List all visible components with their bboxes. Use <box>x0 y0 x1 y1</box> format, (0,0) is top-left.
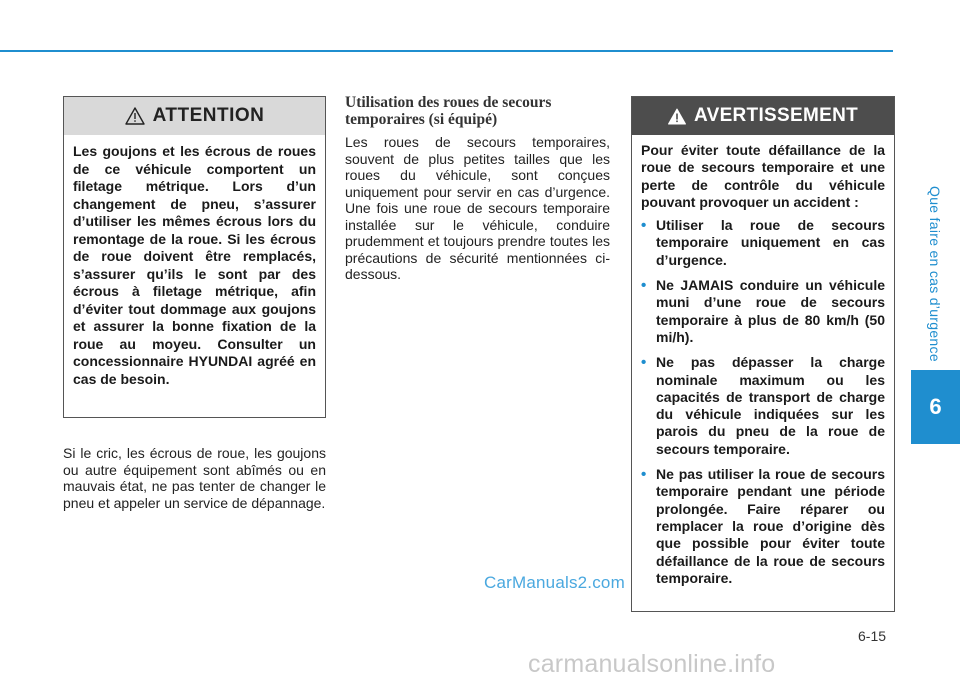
chapter-tab <box>911 370 960 444</box>
jack-damage-paragraph: Si le cric, les écrous de roue, les goujons ou autre équipement sont abîmés ou en mauvais état, ne pas tenter de changer le pneu et appeler un service de dépannage. <box>63 445 326 511</box>
warning-item <box>641 354 885 458</box>
page-number: 6-15 <box>858 628 887 644</box>
warning-title: AVERTISSEMENT <box>693 105 858 126</box>
warning-item-text: Ne pas utiliser la roue de secours temporaire pendant une période prolongée. Faire réparer ou remplacer la roue d’origine dès que possible pour éviter toute défaillance de la roue de secours temporaire. <box>656 466 885 586</box>
attention-title: ATTENTION <box>152 105 265 126</box>
section-side-title: Que faire en cas d’urgence <box>927 186 943 362</box>
warning-item <box>641 217 885 269</box>
bullet-icon: • <box>641 466 647 484</box>
attention-text: Les goujons et les écrous de roues de ce véhicule comportent un filetage métrique. Lors d’un changement de pneu, s’assurer d’utiliser les mêmes écrous lors du remontage de la roue. Si les écrous de roue doivent être remplacés, s’assurer qu’ils le sont par des écrous à filetage métrique, afin d’éviter tout dommage aux goujons et assurer la bonne fixation de la roue au moyeu. Consulter un concessionnaire HYUNDAI agréé en cas de besoin. <box>73 143 316 387</box>
watermark-link[interactable]: CarManuals2.com <box>484 573 625 592</box>
warning-triangle-icon <box>668 108 686 125</box>
attention-box <box>63 96 326 418</box>
bullet-icon: • <box>641 217 647 235</box>
warning-body <box>632 135 894 587</box>
footer-watermark: carmanualsonline.info <box>528 650 776 678</box>
section-heading-line1: Utilisation des roues de secours <box>345 94 552 111</box>
warning-item-text: Ne JAMAIS conduire un véhicule muni d’une roue de secours temporaire à plus de 80 km/h (50 mi/h). <box>656 277 885 345</box>
chapter-number: 6 <box>929 394 942 419</box>
warning-box <box>631 96 895 612</box>
warning-item <box>641 277 885 346</box>
bullet-icon: • <box>641 354 647 372</box>
warning-item-text: Ne pas dépasser la charge nominale maximum ou les capacités de transport de charge du véhicule indiquées sur les parois du pneu de la roue de secours temporaire. <box>656 354 885 457</box>
section-heading <box>345 94 610 128</box>
warning-intro: Pour éviter toute défaillance de la roue de secours temporaire et une perte de contrôle du véhicule pouvant provoquer un accident : <box>641 142 885 210</box>
bullet-icon: • <box>641 277 647 295</box>
header-rule <box>0 50 893 52</box>
section-text: Les roues de secours temporaires, souvent de plus petites tailles que les roues du véhicule, sont conçues uniquement pour servir en cas d’urgence. Une fois une roue de secours temporaire installée sur le véhicule, conduire prudemment et toujours prendre toutes les précautions de sécurité mentionnées ci-dessous. <box>345 134 610 282</box>
section-heading-line2: temporaires (si équipé) <box>345 111 498 128</box>
attention-header <box>64 97 325 135</box>
warning-item <box>641 466 885 587</box>
warning-item-text: Utiliser la roue de secours temporaire uniquement en cas d’urgence. <box>656 217 885 268</box>
warning-triangle-icon <box>125 107 145 125</box>
warning-list <box>641 217 885 587</box>
warning-header <box>632 97 894 135</box>
temporary-spare-section <box>345 94 610 283</box>
